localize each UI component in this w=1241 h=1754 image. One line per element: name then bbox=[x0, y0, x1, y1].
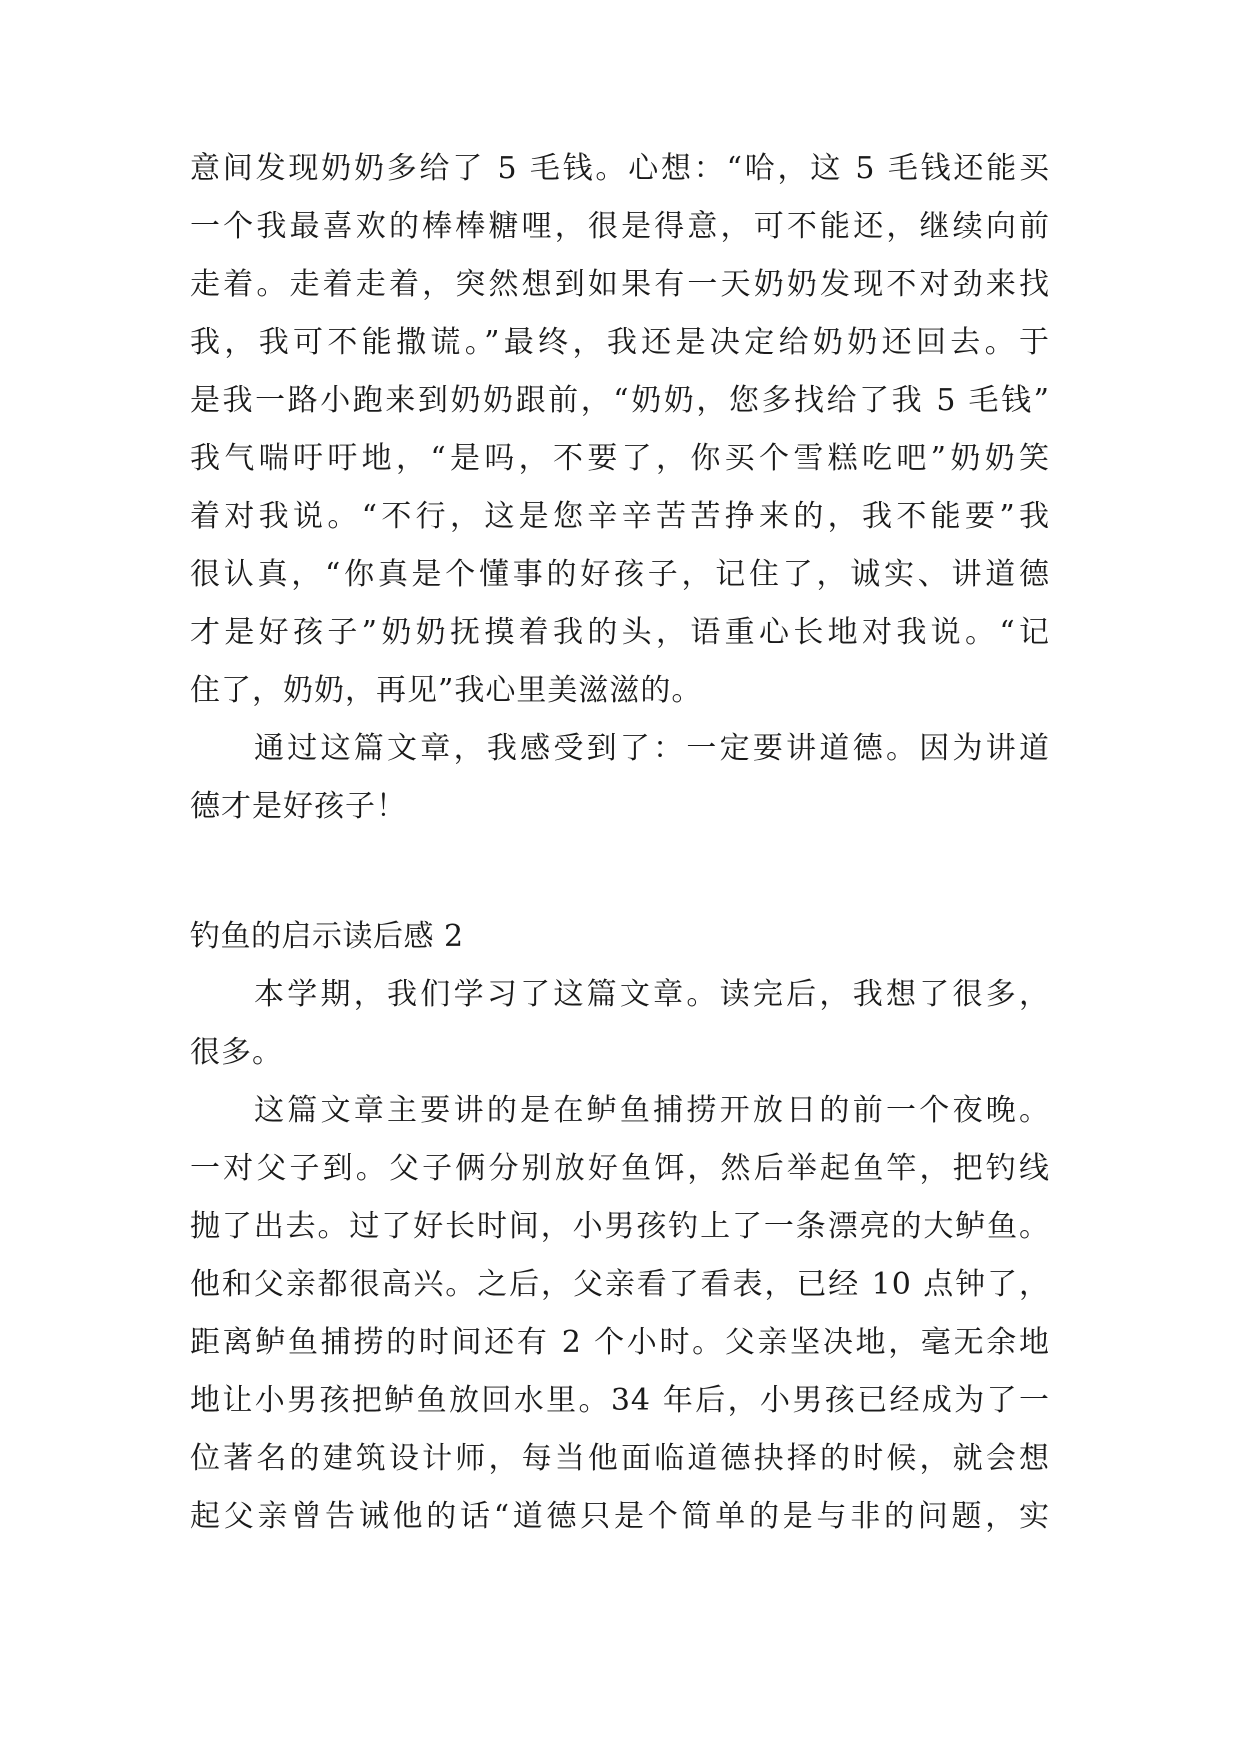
paragraph-line: 通过这篇文章，我感受到了：一定要讲道德。因为讲道 bbox=[254, 731, 1050, 766]
paragraph-line: 很认真，“你真是个懂事的好孩子，记住了，诚实、讲道德 bbox=[190, 557, 1050, 592]
paragraph-line: 抛了出去。过了好长时间，小男孩钓上了一条漂亮的大鲈鱼。 bbox=[190, 1209, 1050, 1244]
paragraph-line: 住了，奶奶，再见”我心里美滋滋的。 bbox=[190, 673, 703, 708]
paragraph-line: 才是好孩子”奶奶抚摸着我的头，语重心长地对我说。“记 bbox=[190, 615, 1050, 650]
paragraph-conclusion bbox=[190, 720, 1050, 836]
paragraph-line: 起父亲曾告诫他的话“道德只是个简单的是与非的问题，实 bbox=[190, 1499, 1050, 1534]
paragraph-line: 很多。 bbox=[190, 1035, 283, 1070]
paragraph-line: 位著名的建筑设计师，每当他面临道德抉择的时候，就会想 bbox=[190, 1441, 1050, 1476]
document-body bbox=[190, 140, 1050, 1546]
paragraph-line: 走着。走着走着，突然想到如果有一天奶奶发现不对劲来找 bbox=[190, 267, 1050, 302]
paragraph-line: 德才是好孩子！ bbox=[190, 789, 407, 824]
paragraph-line: 本学期，我们学习了这篇文章。读完后，我想了很多， bbox=[254, 977, 1050, 1012]
section-heading: 钓鱼的启示读后感 2 bbox=[190, 919, 464, 954]
paragraph-line: 他和父亲都很高兴。之后，父亲看了看表，已经 10 点钟了， bbox=[190, 1267, 1050, 1302]
paragraph-line: 是我一路小跑来到奶奶跟前，“奶奶，您多找给了我 5 毛钱” bbox=[190, 383, 1050, 418]
paragraph-line: 一个我最喜欢的棒棒糖哩，很是得意，可不能还，继续向前 bbox=[190, 209, 1050, 244]
paragraph-line: 着对我说。“不行，这是您辛辛苦苦挣来的，我不能要”我 bbox=[190, 499, 1050, 534]
paragraph-line: 意间发现奶奶多给了 5 毛钱。心想：“哈，这 5 毛钱还能买 bbox=[190, 151, 1050, 186]
paragraph-line: 一对父子到。父子俩分别放好鱼饵，然后举起鱼竿，把钓线 bbox=[190, 1151, 1050, 1186]
paragraph-line: 我，我可不能撒谎。”最终，我还是决定给奶奶还回去。于 bbox=[190, 325, 1050, 360]
section-gap bbox=[190, 836, 1050, 908]
paragraph-line: 我气喘吁吁地，“是吗，不要了，你买个雪糕吃吧”奶奶笑 bbox=[190, 441, 1050, 476]
paragraph-continued bbox=[190, 140, 1050, 720]
paragraph-intro bbox=[190, 966, 1050, 1082]
paragraph-line: 这篇文章主要讲的是在鲈鱼捕捞开放日的前一个夜晚。 bbox=[254, 1093, 1050, 1128]
paragraph-summary bbox=[190, 1082, 1050, 1546]
paragraph-line: 地让小男孩把鲈鱼放回水里。34 年后，小男孩已经成为了一 bbox=[190, 1383, 1050, 1418]
paragraph-line: 距离鲈鱼捕捞的时间还有 2 个小时。父亲坚决地，毫无余地 bbox=[190, 1325, 1050, 1360]
